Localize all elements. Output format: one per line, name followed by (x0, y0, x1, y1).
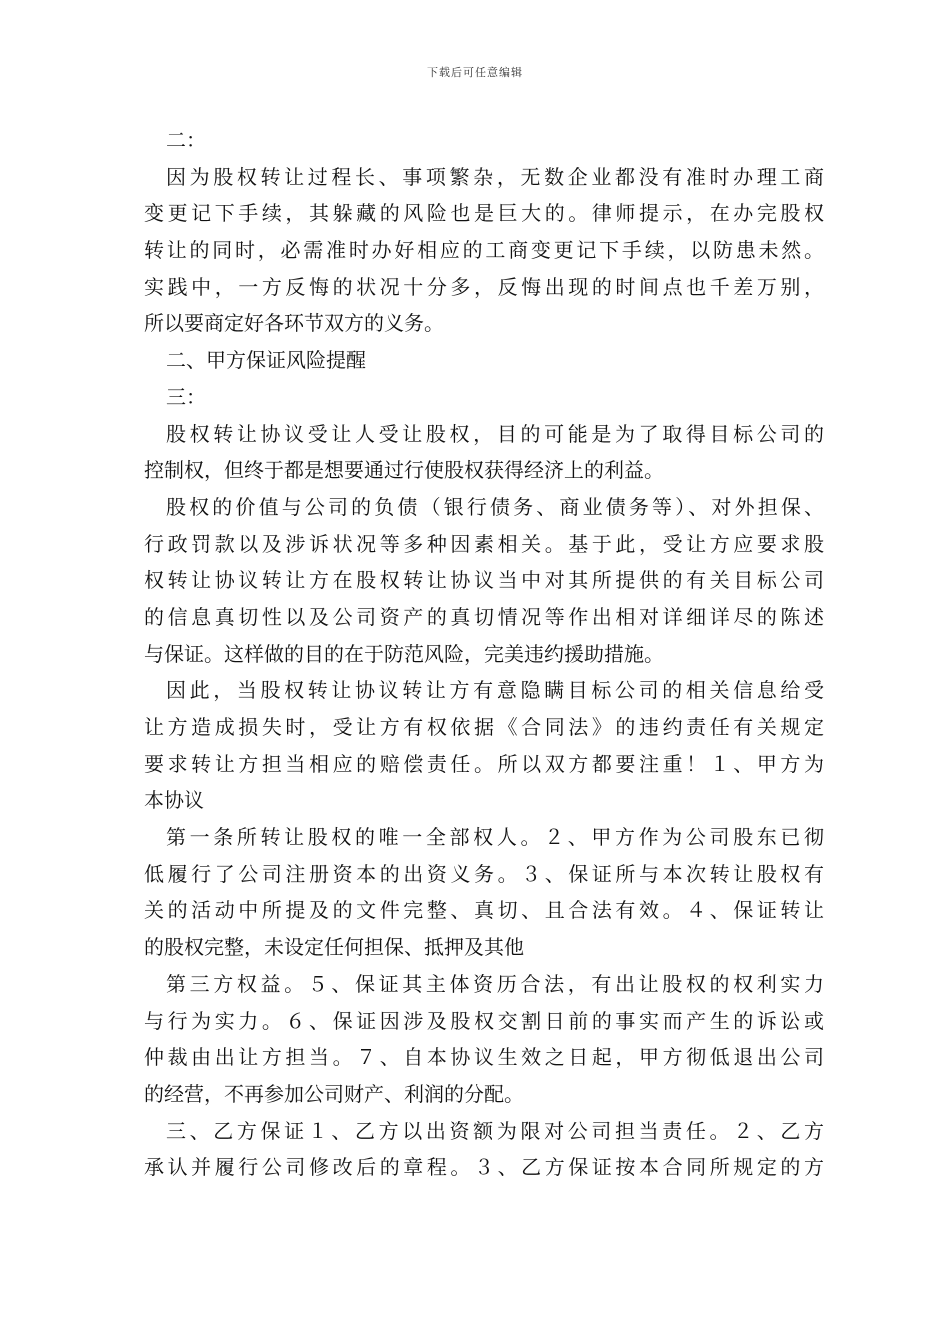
text-line (144, 122, 824, 159)
line-text: 二、甲方保证风险提醒 (166, 348, 366, 373)
line-text: 低履行了公司注册资本的出资义务。３、保证所与本次转让股权有 (144, 861, 824, 886)
document-body (144, 122, 824, 1186)
line-text: 控制权，但终于都是想要通过行使股权获得经济上的利益。 (144, 458, 664, 483)
line-text: 的股权完整，未设定任何担保、抵押及其他 (144, 935, 524, 960)
text-line (144, 562, 824, 599)
line-text: 本协议 (144, 788, 204, 813)
text-line (144, 1003, 824, 1040)
line-text: 因此，当股权转让协议转让方有意隐瞒目标公司的相关信息给受 (166, 678, 824, 703)
line-text: 与保证。这样做的目的在于防范风险，完美违约援助措施。 (144, 641, 664, 666)
text-line (144, 195, 824, 232)
line-text: 要求转让方担当相应的赔偿责任。所以双方都要注重！１、甲方为 (144, 751, 824, 776)
text-line (144, 452, 824, 489)
text-line (144, 379, 824, 416)
text-line (144, 672, 824, 709)
line-text: 实践中，一方反悔的状况十分多，反悔出现的时间点也千差万别， (144, 274, 824, 299)
line-text: 第一条所转让股权的唯一全部权人。２、甲方作为公司股东已彻 (166, 825, 824, 850)
line-text: 所以要商定好各环节双方的义务。 (144, 311, 444, 336)
line-text: 行政罚款以及涉诉状况等多种因素相关。基于此，受让方应要求股 (144, 531, 824, 556)
line-text: 让方造成损失时，受让方有权依据《合同法》的违约责任有关规定 (144, 715, 824, 739)
text-line (144, 1076, 824, 1113)
text-line (144, 856, 824, 893)
text-line (144, 819, 824, 856)
line-text: 因为股权转让过程长、事项繁杂，无数企业都没有准时办理工商 (166, 164, 824, 189)
text-line (144, 782, 824, 819)
text-line (144, 305, 824, 342)
text-line (144, 342, 824, 379)
page-header: 下载后可任意编辑 (427, 66, 523, 79)
line-text: 股权转让协议受让人受让股权，目的可能是为了取得目标公司的 (166, 421, 824, 446)
text-line (144, 966, 824, 1003)
line-text: 股权的价值与公司的负债（银行债务、商业债务等）、对外担保、 (166, 494, 824, 519)
line-text: 转让的同时，必需准时办好相应的工商变更记下手续，以防患未然。 (144, 238, 824, 263)
line-text: 第三方权益。５、保证其主体资历合法，有出让股权的权利实力 (166, 971, 824, 996)
line-text: 三： (166, 384, 206, 409)
line-text: 三、乙方保证１、乙方以出资额为限对公司担当责任。２、乙方 (166, 1118, 824, 1143)
line-text: 仲裁由出让方担当。７、自本协议生效之日起，甲方彻低退出公司 (144, 1045, 824, 1070)
text-line (144, 416, 824, 453)
text-line (144, 489, 824, 526)
text-line (144, 1113, 824, 1150)
line-text: 的经营，不再参加公司财产、利润的分配。 (144, 1081, 524, 1106)
line-text: 与行为实力。６、保证因涉及股权交割日前的事实而产生的诉讼或 (144, 1008, 824, 1033)
text-line (144, 892, 824, 929)
text-line (144, 599, 824, 636)
line-text: 二： (166, 128, 206, 152)
text-line (144, 746, 824, 783)
text-line (144, 1039, 824, 1076)
text-line (144, 929, 824, 966)
text-line (144, 1149, 824, 1186)
text-line (144, 232, 824, 269)
line-text: 承认并履行公司修改后的章程。３、乙方保证按本合同所规定的方 (144, 1155, 824, 1180)
line-text: 关的活动中所提及的文件完整、真切、且合法有效。４、保证转让 (144, 898, 824, 923)
text-line (144, 709, 824, 746)
line-text: 的信息真切性以及公司资产的真切情况等作出相对详细详尽的陈述 (144, 604, 824, 629)
line-text: 权转让协议转让方在股权转让协议当中对其所提供的有关目标公司 (144, 568, 824, 593)
text-line (144, 526, 824, 563)
text-line (144, 159, 824, 196)
text-line (144, 636, 824, 673)
text-line (144, 269, 824, 306)
line-text: 变更记下手续，其躲藏的风险也是巨大的。律师提示，在办完股权 (144, 201, 824, 226)
